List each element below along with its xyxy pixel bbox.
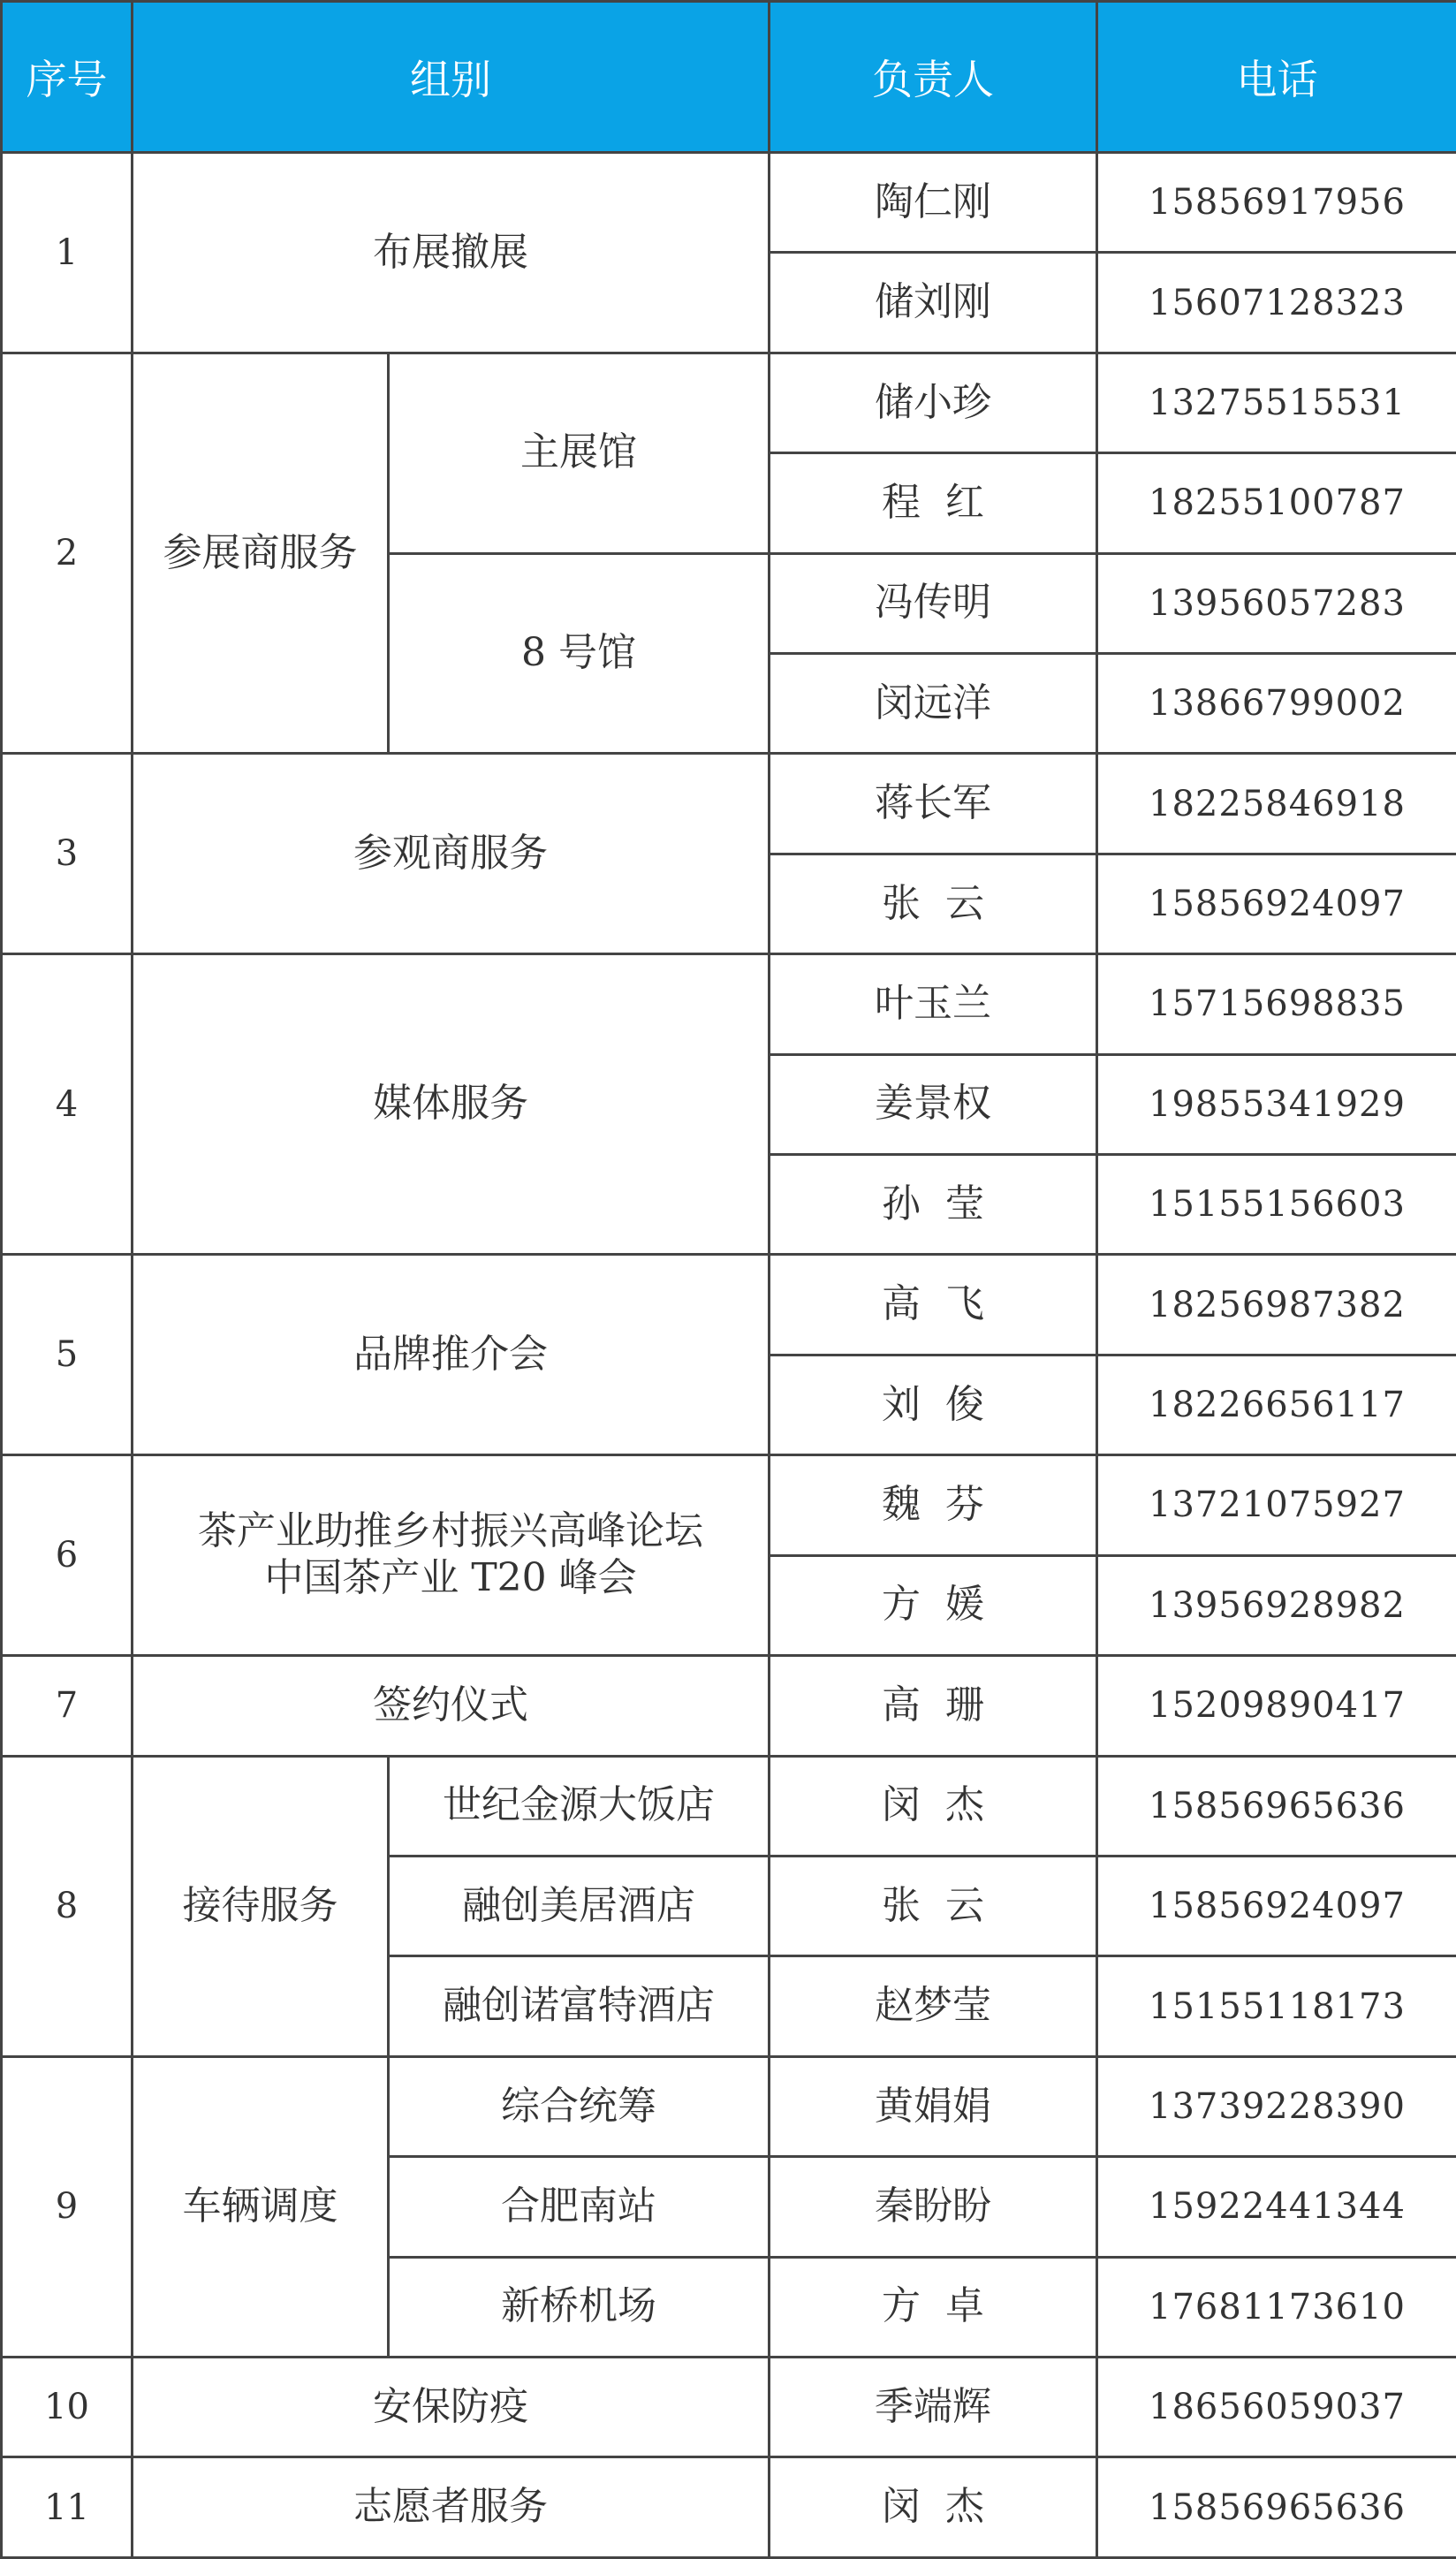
person-cell: 方 卓	[770, 2257, 1097, 2357]
subgroup-cell: 新桥机场	[389, 2257, 770, 2357]
person-cell: 储小珍	[770, 353, 1097, 452]
row-number: 7	[2, 1656, 133, 1756]
row-number: 5	[2, 1255, 133, 1455]
person-cell: 闵远洋	[770, 654, 1097, 754]
row-number: 9	[2, 2056, 133, 2357]
person-cell: 张 云	[770, 1856, 1097, 1955]
phone-cell: 18225846918	[1097, 754, 1456, 854]
header-person: 负责人	[770, 2, 1097, 153]
table-row	[2, 1656, 1456, 1756]
group-cell: 签约仪式	[133, 1656, 770, 1756]
table-row	[2, 2056, 1456, 2156]
person-cell: 黄娟娟	[770, 2056, 1097, 2156]
phone-cell: 15155156603	[1097, 1155, 1456, 1255]
person-cell: 刘 俊	[770, 1355, 1097, 1454]
row-number: 3	[2, 754, 133, 954]
phone-cell: 15922441344	[1097, 2157, 1456, 2257]
phone-cell: 13739228390	[1097, 2056, 1456, 2156]
group-cell: 志愿者服务	[133, 2457, 770, 2558]
table-row	[2, 1455, 1456, 1555]
group-cell: 品牌推介会	[133, 1255, 770, 1455]
phone-cell: 15607128323	[1097, 253, 1456, 353]
person-cell: 季端辉	[770, 2357, 1097, 2456]
header-group: 组别	[133, 2, 770, 153]
subgroup-cell: 综合统筹	[389, 2056, 770, 2156]
phone-cell: 15715698835	[1097, 954, 1456, 1054]
row-number: 2	[2, 353, 133, 754]
subgroup-cell: 融创美居酒店	[389, 1856, 770, 1955]
person-cell: 陶仁刚	[770, 153, 1097, 253]
row-number: 4	[2, 954, 133, 1255]
person-cell: 闵 杰	[770, 1756, 1097, 1856]
person-cell: 闵 杰	[770, 2457, 1097, 2558]
phone-cell: 13275515531	[1097, 353, 1456, 452]
table-row	[2, 353, 1456, 452]
person-cell: 姜景权	[770, 1054, 1097, 1154]
table-row	[2, 954, 1456, 1054]
person-cell: 叶玉兰	[770, 954, 1097, 1054]
person-cell: 孙 莹	[770, 1155, 1097, 1255]
row-number: 11	[2, 2457, 133, 2558]
row-number: 10	[2, 2357, 133, 2456]
group-cell	[133, 1455, 770, 1656]
person-cell: 赵梦莹	[770, 1956, 1097, 2056]
header-no: 序号	[2, 2, 133, 153]
phone-cell: 15856924097	[1097, 854, 1456, 953]
table-row	[2, 1756, 1456, 1856]
person-cell: 魏 芬	[770, 1455, 1097, 1555]
person-cell: 秦盼盼	[770, 2157, 1097, 2257]
phone-cell: 18656059037	[1097, 2357, 1456, 2456]
person-cell: 高 珊	[770, 1656, 1097, 1756]
group-cell: 接待服务	[133, 1756, 389, 2056]
group-line: 中国茶产业 T20 峰会	[264, 1555, 637, 1601]
person-cell: 蒋长军	[770, 754, 1097, 854]
phone-cell: 15856917956	[1097, 153, 1456, 253]
phone-cell: 13956928982	[1097, 1555, 1456, 1655]
table-row	[2, 153, 1456, 253]
person-cell: 方 媛	[770, 1555, 1097, 1655]
table-row	[2, 2457, 1456, 2558]
row-number: 8	[2, 1756, 133, 2056]
phone-cell: 15856924097	[1097, 1856, 1456, 1955]
phone-cell: 18255100787	[1097, 453, 1456, 553]
person-cell: 储刘刚	[770, 253, 1097, 353]
phone-cell: 13721075927	[1097, 1455, 1456, 1555]
group-cell: 媒体服务	[133, 954, 770, 1255]
group-cell: 布展撤展	[133, 153, 770, 353]
group-line: 茶产业助推乡村振兴高峰论坛	[198, 1508, 703, 1554]
person-cell: 高 飞	[770, 1255, 1097, 1355]
person-cell: 程 红	[770, 453, 1097, 553]
phone-cell: 17681173610	[1097, 2257, 1456, 2357]
phone-cell: 15209890417	[1097, 1656, 1456, 1756]
phone-cell: 18256987382	[1097, 1255, 1456, 1355]
subgroup-cell: 世纪金源大饭店	[389, 1756, 770, 1856]
group-cell: 参展商服务	[133, 353, 389, 754]
subgroup-cell: 融创诺富特酒店	[389, 1956, 770, 2056]
phone-cell: 15155118173	[1097, 1956, 1456, 2056]
table-row	[2, 2357, 1456, 2456]
person-cell: 张 云	[770, 854, 1097, 953]
row-number: 1	[2, 153, 133, 353]
group-cell: 参观商服务	[133, 754, 770, 954]
phone-cell: 19855341929	[1097, 1054, 1456, 1154]
group-cell: 车辆调度	[133, 2056, 389, 2357]
table-row	[2, 754, 1456, 854]
phone-cell: 18226656117	[1097, 1355, 1456, 1454]
group-cell: 安保防疫	[133, 2357, 770, 2456]
table-row	[2, 1255, 1456, 1355]
phone-cell: 13956057283	[1097, 553, 1456, 653]
header-phone: 电话	[1097, 2, 1456, 153]
subgroup-cell: 主展馆	[389, 353, 770, 553]
person-cell: 冯传明	[770, 553, 1097, 653]
phone-cell: 15856965636	[1097, 2457, 1456, 2558]
phone-cell: 15856965636	[1097, 1756, 1456, 1856]
subgroup-cell: 合肥南站	[389, 2157, 770, 2257]
header-row	[2, 2, 1456, 153]
subgroup-cell: 8 号馆	[389, 553, 770, 754]
row-number: 6	[2, 1455, 133, 1656]
phone-cell: 13866799002	[1097, 654, 1456, 754]
